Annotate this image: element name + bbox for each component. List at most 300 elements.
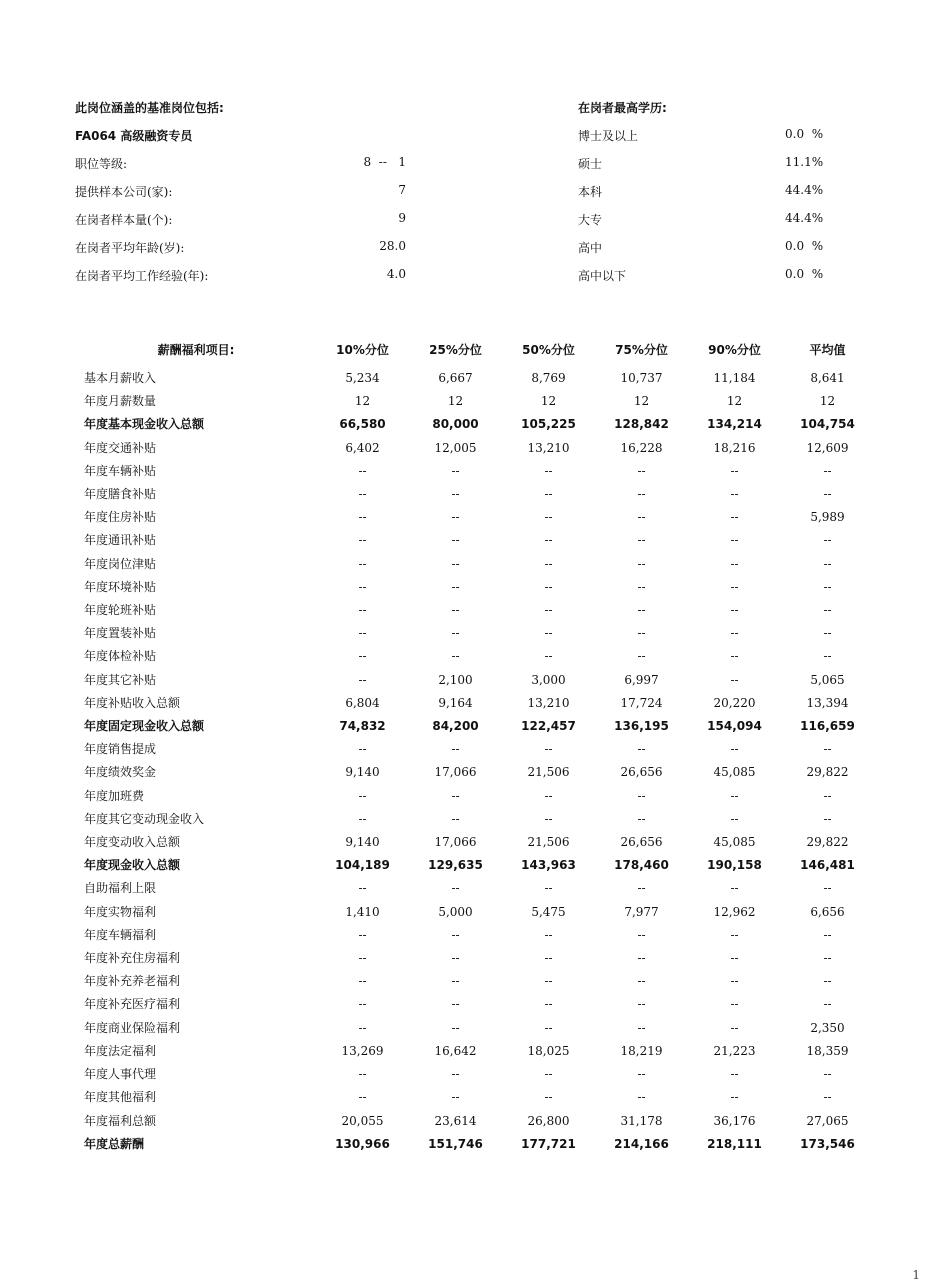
table-cell: 18,216 — [713, 440, 756, 455]
table-cell: -- — [730, 510, 739, 525]
education-label: 大专 — [578, 213, 603, 227]
row-item-name: 年度商业保险福利 — [84, 1020, 181, 1035]
table-cell: 154,094 — [707, 719, 762, 734]
table-cell: 13,210 — [527, 440, 570, 455]
table-row — [76, 622, 874, 645]
table-cell: -- — [358, 463, 367, 478]
row-item-name: 年度人事代理 — [84, 1067, 157, 1082]
table-cell: -- — [730, 649, 739, 664]
left-info-value: 4.0 — [386, 267, 406, 281]
table-cell: 36,176 — [713, 1113, 756, 1128]
table-cell: 6,402 — [345, 440, 380, 455]
row-item-name: 年度岗位津贴 — [84, 556, 157, 571]
row-item-name: 年度其他福利 — [84, 1090, 157, 1105]
row-item-name: 年度实物福利 — [84, 904, 157, 919]
education-label: 高中以下 — [578, 269, 627, 283]
education-value: 44.4% — [785, 211, 824, 225]
table-cell: -- — [544, 510, 553, 525]
row-item-name: 自助福利上限 — [84, 881, 157, 896]
education-value: 11.1% — [785, 155, 824, 169]
table-cell: 17,724 — [620, 695, 663, 710]
table-cell: -- — [823, 788, 832, 803]
table-cell: -- — [637, 788, 646, 803]
row-item-name: 年度交通补贴 — [84, 440, 157, 455]
table-cell: 12 — [540, 394, 557, 409]
table-cell: -- — [730, 927, 739, 942]
table-row — [76, 576, 874, 599]
education-label: 硕士 — [578, 157, 603, 171]
table-cell: -- — [637, 533, 646, 548]
col-header-p10: 10%分位 — [336, 343, 389, 357]
row-item-name: 年度固定现金收入总额 — [84, 719, 205, 734]
table-row — [76, 877, 874, 900]
left-info-value: 28.0 — [379, 239, 406, 253]
education-label: 本科 — [578, 185, 603, 199]
table-row — [76, 645, 874, 668]
table-row — [76, 738, 874, 761]
table-cell: 143,963 — [521, 858, 576, 873]
table-cell: -- — [358, 487, 367, 502]
table-row — [76, 692, 874, 715]
table-cell: -- — [358, 1067, 367, 1082]
table-cell: -- — [358, 1090, 367, 1105]
table-cell: -- — [823, 463, 832, 478]
table-cell: -- — [451, 742, 460, 757]
table-cell: -- — [544, 788, 553, 803]
table-cell: 20,055 — [341, 1113, 384, 1128]
col-header-p90: 90%分位 — [708, 343, 761, 357]
table-cell: -- — [544, 1090, 553, 1105]
table-cell: -- — [823, 951, 832, 966]
row-item-name: 年度加班费 — [84, 788, 145, 803]
row-item-name: 年度月薪数量 — [84, 394, 157, 409]
table-cell: -- — [823, 927, 832, 942]
table-cell: -- — [637, 463, 646, 478]
table-cell: -- — [823, 742, 832, 757]
table-row — [76, 785, 874, 808]
table-row — [76, 437, 874, 460]
table-cell: 177,721 — [521, 1136, 576, 1151]
table-cell: -- — [358, 788, 367, 803]
table-cell: -- — [451, 649, 460, 664]
table-cell: -- — [730, 997, 739, 1012]
table-cell: -- — [451, 881, 460, 896]
table-row — [76, 483, 874, 506]
row-item-name: 年度补充住房福利 — [84, 951, 181, 966]
table-cell: -- — [823, 579, 832, 594]
table-cell: -- — [544, 649, 553, 664]
table-cell: -- — [823, 881, 832, 896]
table-cell: 21,506 — [527, 765, 570, 780]
table-cell: 12,609 — [806, 440, 849, 455]
table-cell: 9,164 — [438, 695, 473, 710]
table-cell: 23,614 — [434, 1113, 477, 1128]
table-cell: 66,580 — [339, 417, 386, 432]
table-cell: -- — [358, 603, 367, 618]
table-row — [76, 1133, 874, 1156]
table-cell: -- — [544, 927, 553, 942]
table-cell: -- — [637, 881, 646, 896]
table-cell: 45,085 — [713, 765, 756, 780]
table-cell: -- — [730, 788, 739, 803]
table-cell: 21,506 — [527, 835, 570, 850]
row-item-name: 年度置装补贴 — [84, 626, 157, 641]
education-value: 0.0 % — [785, 239, 824, 253]
education-value: 44.4% — [785, 183, 824, 197]
table-cell: -- — [730, 1090, 739, 1105]
table-cell: -- — [451, 1020, 460, 1035]
table-cell: -- — [637, 603, 646, 618]
row-item-name: 年度体检补贴 — [84, 649, 157, 664]
table-cell: -- — [730, 811, 739, 826]
table-cell: 17,066 — [434, 835, 477, 850]
table-cell: 136,195 — [614, 719, 669, 734]
row-item-name: 年度补充养老福利 — [84, 974, 181, 989]
row-item-name: 年度其它补贴 — [84, 672, 157, 687]
table-cell: -- — [730, 579, 739, 594]
table-cell: -- — [358, 742, 367, 757]
table-cell: -- — [637, 742, 646, 757]
row-item-name: 年度环境补贴 — [84, 579, 157, 594]
table-cell: -- — [544, 1020, 553, 1035]
table-cell: 5,475 — [531, 904, 566, 919]
table-cell: -- — [823, 556, 832, 571]
compensation-table — [76, 339, 874, 1156]
table-cell: 12 — [726, 394, 743, 409]
col-header-average: 平均值 — [809, 343, 846, 357]
table-cell: 16,642 — [434, 1043, 477, 1058]
table-cell: 26,800 — [527, 1113, 570, 1128]
table-cell: -- — [730, 487, 739, 502]
table-cell: 116,659 — [800, 719, 855, 734]
table-cell: 190,158 — [707, 858, 762, 873]
table-cell: -- — [637, 487, 646, 502]
table-cell: 12,005 — [434, 440, 477, 455]
table-cell: 8,641 — [810, 371, 845, 385]
table-cell: -- — [544, 579, 553, 594]
col-header-p25: 25%分位 — [429, 343, 482, 357]
row-item-name: 年度基本现金收入总额 — [84, 417, 205, 432]
table-row — [76, 599, 874, 622]
table-cell: -- — [358, 927, 367, 942]
table-cell: 7,977 — [624, 904, 659, 919]
table-cell: 5,000 — [438, 904, 473, 919]
table-row — [76, 715, 874, 738]
table-cell: -- — [451, 463, 460, 478]
table-cell: -- — [637, 1020, 646, 1035]
table-cell: -- — [823, 487, 832, 502]
table-cell: -- — [451, 579, 460, 594]
table-cell: -- — [358, 626, 367, 641]
row-item-name: 年度其它变动现金收入 — [84, 811, 205, 826]
table-cell: -- — [637, 811, 646, 826]
table-cell: 104,754 — [800, 417, 855, 432]
table-cell: -- — [451, 510, 460, 525]
row-item-name: 基本月薪收入 — [84, 371, 157, 385]
table-cell: -- — [823, 974, 832, 989]
table-cell: -- — [637, 556, 646, 571]
table-cell: 26,656 — [620, 765, 663, 780]
row-item-name: 年度车辆福利 — [84, 927, 157, 942]
table-cell: -- — [544, 742, 553, 757]
table-cell: 218,111 — [707, 1136, 762, 1151]
table-cell: 146,481 — [800, 858, 855, 873]
table-row — [76, 669, 874, 692]
table-cell: 3,000 — [531, 672, 566, 687]
table-cell: -- — [358, 556, 367, 571]
table-cell: -- — [358, 811, 367, 826]
table-cell: 134,214 — [707, 417, 762, 432]
table-cell: -- — [451, 788, 460, 803]
table-cell: -- — [544, 463, 553, 478]
table-row — [76, 529, 874, 552]
table-cell: 16,228 — [620, 440, 663, 455]
left-info-label: 在岗者平均年龄(岁): — [75, 241, 185, 255]
education-heading: 在岗者最高学历: — [578, 101, 667, 115]
table-cell: -- — [544, 487, 553, 502]
row-item-name: 年度通讯补贴 — [84, 533, 157, 548]
table-row — [76, 413, 874, 436]
table-cell: 31,178 — [620, 1113, 663, 1128]
table-cell: -- — [451, 927, 460, 942]
table-cell: 178,460 — [614, 858, 669, 873]
table-cell: -- — [730, 974, 739, 989]
table-cell: -- — [451, 997, 460, 1012]
table-row — [76, 460, 874, 483]
table-cell: 6,997 — [624, 672, 659, 687]
table-row — [76, 993, 874, 1016]
left-info-value: 9 — [398, 211, 406, 225]
education-value: 0.0 % — [785, 267, 824, 281]
table-cell: 128,842 — [614, 417, 669, 432]
row-item-name: 年度膳食补贴 — [84, 487, 157, 502]
table-cell: -- — [544, 533, 553, 548]
table-cell: 13,269 — [341, 1043, 384, 1058]
row-item-name: 年度福利总额 — [84, 1113, 157, 1128]
col-header-item: 薪酬福利项目: — [157, 343, 235, 357]
table-cell: -- — [637, 510, 646, 525]
table-cell: -- — [358, 974, 367, 989]
table-cell: 173,546 — [800, 1136, 855, 1151]
table-cell: -- — [544, 626, 553, 641]
table-cell: -- — [451, 603, 460, 618]
table-cell: 18,359 — [806, 1043, 849, 1058]
row-item-name: 年度绩效奖金 — [84, 765, 157, 780]
table-cell: 5,234 — [345, 371, 380, 385]
table-cell: -- — [451, 951, 460, 966]
left-info-label: 提供样本公司(家): — [75, 185, 173, 199]
table-cell: -- — [823, 626, 832, 641]
table-cell: -- — [544, 997, 553, 1012]
table-cell: 12 — [447, 394, 464, 409]
table-cell: -- — [358, 579, 367, 594]
table-row — [76, 947, 874, 970]
table-cell: -- — [637, 1067, 646, 1082]
table-row — [76, 506, 874, 529]
table-cell: -- — [823, 997, 832, 1012]
table-cell: 17,066 — [434, 765, 477, 780]
table-cell: 12 — [633, 394, 650, 409]
table-cell: 9,140 — [345, 765, 380, 780]
table-cell: -- — [544, 811, 553, 826]
table-cell: 5,065 — [810, 672, 845, 687]
table-cell: -- — [823, 1090, 832, 1105]
table-row — [76, 1063, 874, 1086]
table-cell: 12 — [354, 394, 371, 409]
table-cell: 6,804 — [345, 695, 380, 710]
left-info-value: 7 — [398, 183, 406, 197]
table-cell: -- — [637, 626, 646, 641]
col-header-p50: 50%分位 — [522, 343, 575, 357]
table-cell: 105,225 — [521, 417, 576, 432]
table-cell: -- — [730, 742, 739, 757]
table-cell: -- — [544, 974, 553, 989]
table-cell: 12 — [819, 394, 836, 409]
table-row — [76, 924, 874, 947]
position-code: FA064 高级融资专员 — [75, 129, 193, 143]
table-row — [76, 970, 874, 993]
table-cell: 129,635 — [428, 858, 483, 873]
table-cell: 84,200 — [432, 719, 479, 734]
table-cell: 1,410 — [345, 904, 380, 919]
col-header-p75: 75%分位 — [615, 343, 668, 357]
table-cell: -- — [451, 974, 460, 989]
table-cell: -- — [544, 603, 553, 618]
table-cell: 18,219 — [620, 1043, 663, 1058]
row-item-name: 年度变动收入总额 — [84, 835, 181, 850]
table-cell: 8,769 — [531, 371, 566, 385]
table-row — [76, 1040, 874, 1063]
table-cell: 10,737 — [620, 371, 663, 385]
left-info-label: 在岗者平均工作经验(年): — [75, 269, 209, 283]
table-row — [76, 1017, 874, 1040]
row-item-name: 年度现金收入总额 — [84, 858, 181, 873]
table-cell: 45,085 — [713, 835, 756, 850]
table-cell: -- — [823, 603, 832, 618]
table-row — [76, 1086, 874, 1109]
education-label: 高中 — [578, 241, 603, 255]
table-cell: -- — [358, 1020, 367, 1035]
table-cell: -- — [637, 1090, 646, 1105]
education-value: 0.0 % — [785, 127, 824, 141]
table-header-row — [76, 339, 874, 361]
left-info-label: 在岗者样本量(个): — [75, 213, 173, 227]
table-cell: -- — [544, 951, 553, 966]
table-row — [76, 367, 874, 390]
left-info-value: 8 -- 1 — [363, 155, 406, 169]
table-cell: -- — [358, 997, 367, 1012]
table-cell: 27,065 — [806, 1113, 849, 1128]
table-cell: -- — [730, 603, 739, 618]
table-cell: -- — [544, 556, 553, 571]
table-cell: -- — [451, 1090, 460, 1105]
table-cell: 74,832 — [339, 719, 386, 734]
table-cell: -- — [637, 997, 646, 1012]
row-item-name: 年度法定福利 — [84, 1043, 157, 1058]
table-cell: 214,166 — [614, 1136, 669, 1151]
table-cell: -- — [730, 1067, 739, 1082]
table-cell: 29,822 — [806, 765, 849, 780]
table-cell: -- — [637, 927, 646, 942]
table-cell: -- — [544, 881, 553, 896]
row-item-name: 年度销售提成 — [84, 742, 157, 757]
table-cell: -- — [637, 951, 646, 966]
table-cell: 80,000 — [432, 417, 479, 432]
table-cell: 2,350 — [810, 1020, 845, 1035]
table-cell: -- — [451, 811, 460, 826]
table-cell: -- — [730, 556, 739, 571]
row-item-name: 年度总薪酬 — [84, 1136, 145, 1151]
table-cell: -- — [451, 1067, 460, 1082]
table-cell: -- — [544, 1067, 553, 1082]
table-cell: 5,989 — [810, 510, 845, 525]
table-cell: -- — [451, 556, 460, 571]
table-cell: -- — [730, 672, 739, 687]
table-cell: 2,100 — [438, 672, 473, 687]
table-cell: 12,962 — [713, 904, 756, 919]
row-item-name: 年度轮班补贴 — [84, 603, 157, 618]
table-row — [76, 761, 874, 784]
table-cell: -- — [451, 626, 460, 641]
table-cell: 18,025 — [527, 1043, 570, 1058]
table-row — [76, 854, 874, 877]
table-cell: -- — [823, 811, 832, 826]
table-cell: 26,656 — [620, 835, 663, 850]
table-cell: 6,667 — [438, 371, 473, 385]
table-row — [76, 901, 874, 924]
table-cell: -- — [451, 487, 460, 502]
table-cell: -- — [730, 533, 739, 548]
table-cell: 21,223 — [713, 1043, 756, 1058]
row-item-name: 年度补贴收入总额 — [84, 695, 181, 710]
table-row — [76, 831, 874, 854]
table-cell: -- — [451, 533, 460, 548]
row-item-name: 年度车辆补贴 — [84, 463, 157, 478]
table-cell: -- — [730, 1020, 739, 1035]
table-cell: 11,184 — [713, 371, 756, 385]
row-item-name: 年度补充医疗福利 — [84, 997, 181, 1012]
table-cell: -- — [730, 626, 739, 641]
left-info-label: 职位等级: — [75, 157, 128, 171]
table-cell: 20,220 — [713, 695, 756, 710]
table-row — [76, 808, 874, 831]
table-cell: -- — [358, 881, 367, 896]
table-cell: 13,210 — [527, 695, 570, 710]
table-cell: 122,457 — [521, 719, 576, 734]
row-item-name: 年度住房补贴 — [84, 510, 157, 525]
page-number: 1 — [912, 1268, 920, 1282]
table-cell: -- — [823, 649, 832, 664]
table-cell: -- — [730, 951, 739, 966]
table-row — [76, 553, 874, 576]
table-cell: -- — [637, 579, 646, 594]
table-cell: 29,822 — [806, 835, 849, 850]
table-cell: -- — [358, 672, 367, 687]
table-cell: 151,746 — [428, 1136, 483, 1151]
table-cell: 9,140 — [345, 835, 380, 850]
table-row — [76, 390, 874, 413]
table-cell: 104,189 — [335, 858, 390, 873]
table-cell: -- — [637, 649, 646, 664]
table-cell: -- — [358, 533, 367, 548]
table-cell: -- — [358, 510, 367, 525]
table-cell: -- — [730, 881, 739, 896]
table-cell: 13,394 — [806, 695, 849, 710]
education-label: 博士及以上 — [578, 129, 639, 143]
coverage-heading: 此岗位涵盖的基准岗位包括: — [75, 101, 224, 115]
table-cell: -- — [637, 974, 646, 989]
table-cell: 6,656 — [810, 904, 845, 919]
